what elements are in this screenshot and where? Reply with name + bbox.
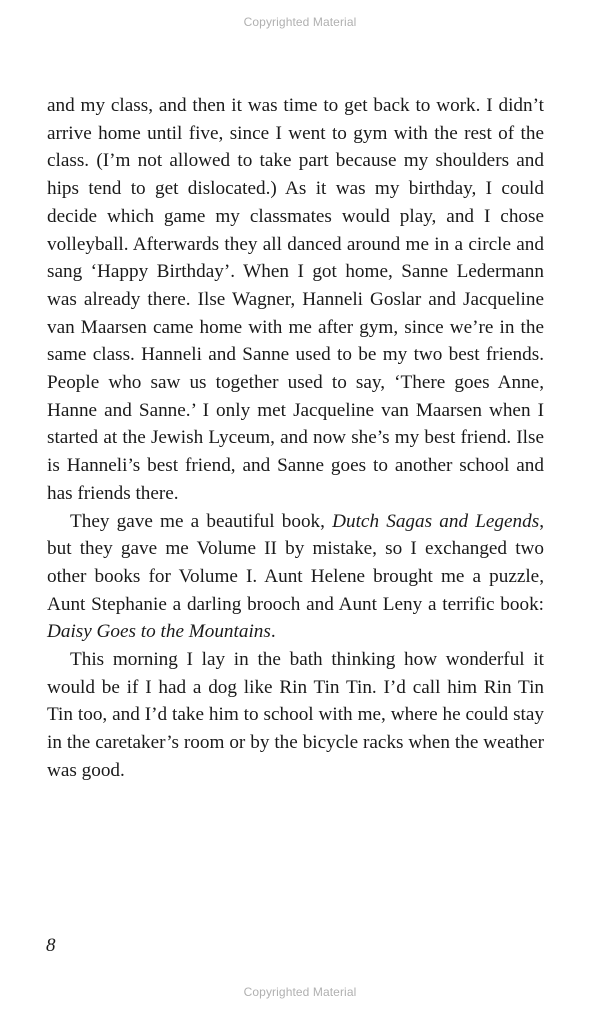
book-title-dutch-sagas: Dutch Sagas and Legends: [332, 510, 540, 532]
gifts-text-start: They gave me a beautiful book,: [70, 510, 333, 532]
book-page-body: [47, 92, 544, 785]
book-title-daisy: Daisy Goes to the Mountains: [47, 621, 271, 643]
paragraph-gifts: [47, 508, 544, 647]
copyright-watermark-bottom: Copyrighted Material: [243, 985, 357, 999]
paragraph-continued: and my class, and then it was time to get back to work. I didn’t arrive home until five, since I went to gym with the rest of the class. (I’m not allowed to take part because my shoulders and hips tend to get dislocated.) As it was my birthday, I could decide which game my classmates would play, and I chose volleyball. Afterwards they all danced around me in a circle and sang ‘Happy Birthday’. When I got home, Sanne Ledermann was already there. Ilse Wagner, Hanneli Goslar and Jacqueline van Maarsen came home with me after gym, since we’re in the same class. Hanneli and Sanne used to be my two best friends. People who saw us together used to say, ‘There goes Anne, Hanne and Sanne.’ I only met Jacqueline van Maarsen when I started at the Jewish Lyceum, and now she’s my best friend. Ilse is Hanneli’s best friend, and Sanne goes to another school and has friends there.: [47, 95, 544, 504]
paragraph-dog: This morning I lay in the bath thinking how wonderful it would be if I had a dog like Rin Tin Tin. I’d call him Rin Tin Tin too, and I’d take him to school with me, where he could stay in the caretaker’s room or by the bicycle racks when the weather was good.: [47, 649, 544, 781]
gifts-text-middle: , but they gave me Volume II by mistake, so I exchanged two other books for Volume I. Aunt Helene brought me a puzzle, Aunt Stephanie a darling brooch and Aunt Leny a terrific book:: [47, 510, 544, 615]
copyright-watermark-top: Copyrighted Material: [243, 15, 357, 29]
gifts-text-end: .: [270, 621, 276, 643]
page-number: 8: [46, 935, 56, 956]
